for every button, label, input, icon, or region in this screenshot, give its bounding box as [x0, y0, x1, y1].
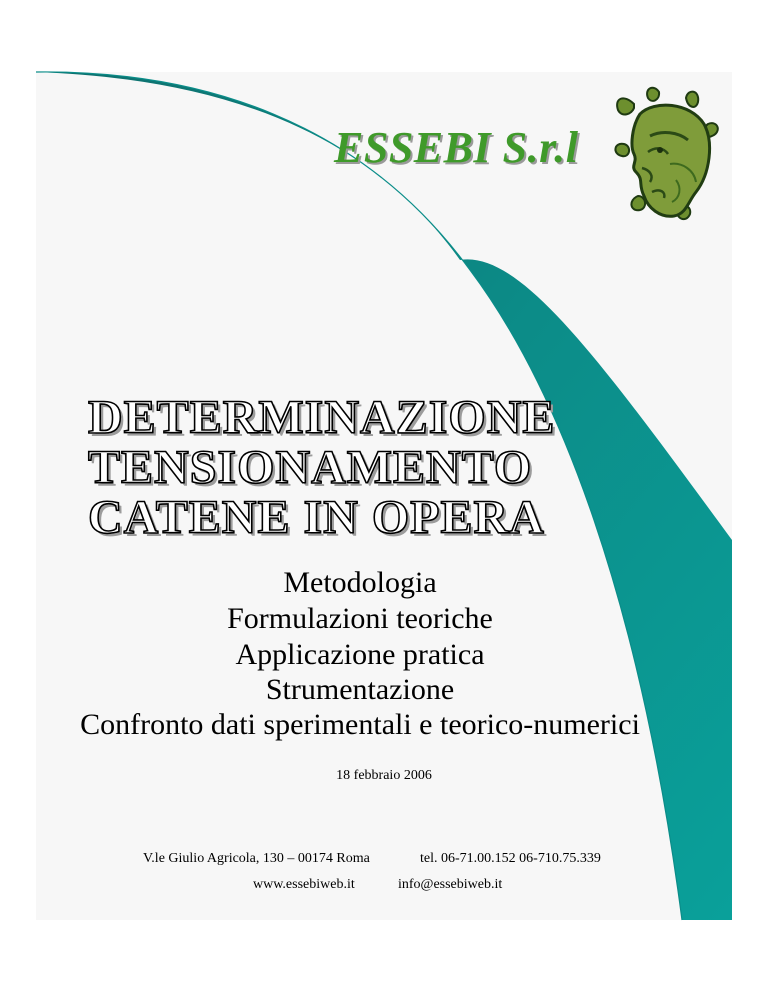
topic-practical-application: Applicazione pratica: [235, 638, 485, 671]
document-date: 18 febbraio 2006: [336, 768, 432, 783]
medusa-head-logo-icon: [604, 84, 724, 234]
title-line-1: DETERMINAZIONE: [88, 391, 556, 444]
topic-instrumentation: Strumentazione: [265, 673, 455, 706]
topic-data-comparison: Confronto dati sperimentali e teorico-numerici: [80, 708, 640, 741]
topic-methodology: Metodologia: [283, 566, 437, 599]
title-line-3: CATENE IN OPERA: [88, 491, 545, 544]
company-address: V.le Giulio Agricola, 130 – 00174 Roma: [143, 851, 370, 866]
company-name: ESSEBI S.r.l: [334, 123, 579, 172]
topic-theoretical-formulations: Formulazioni teoriche: [227, 602, 493, 635]
title-line-2: TENSIONAMENTO: [88, 441, 533, 494]
company-phone: tel. 06-71.00.152 06-710.75.339: [420, 851, 601, 866]
company-website: www.essebiweb.it: [253, 877, 355, 892]
company-email: info@essebiweb.it: [398, 877, 503, 892]
